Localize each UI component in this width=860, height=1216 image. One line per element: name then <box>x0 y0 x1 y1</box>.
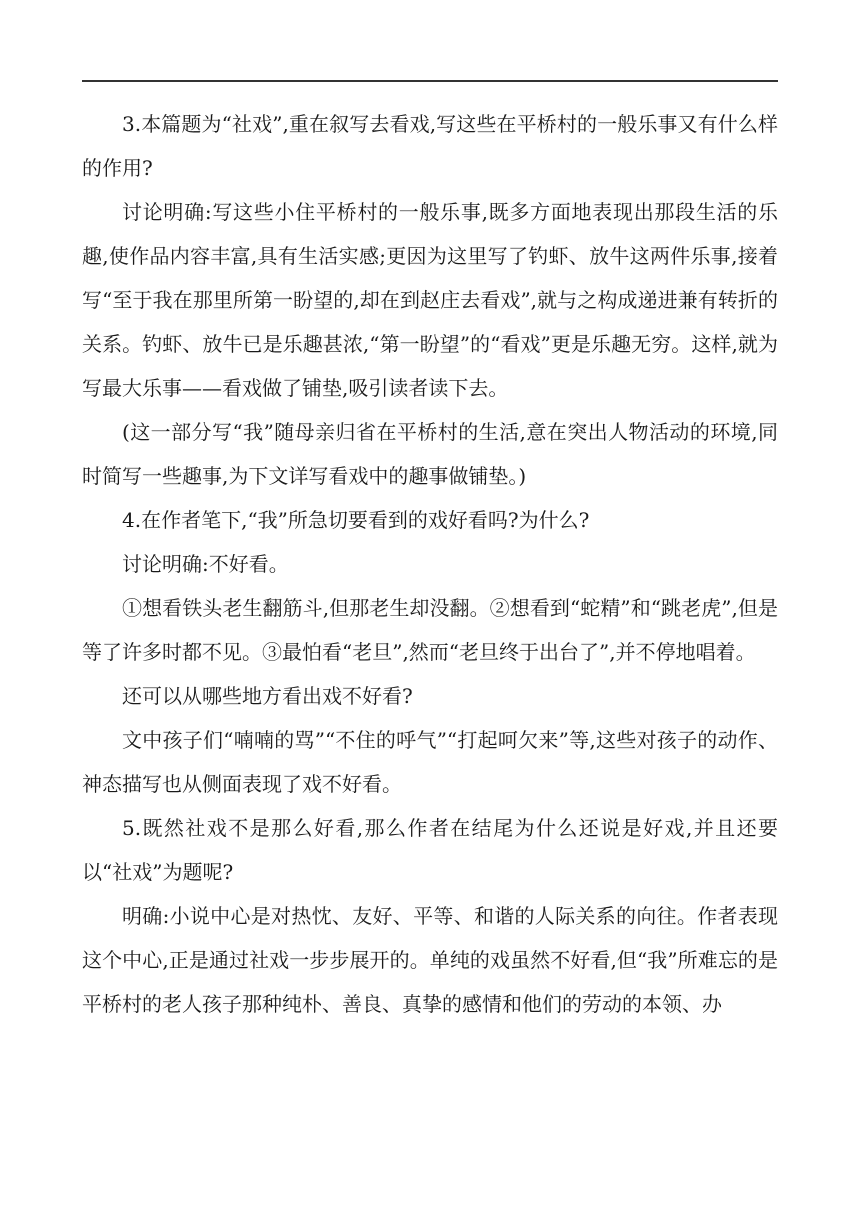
follow-up-answer: 文中孩子们“喃喃的骂”“不住的呼气”“打起呵欠来”等,这些对孩子的动作、神态描写也从侧面表现了戏不好看。 <box>82 728 778 796</box>
answer-3: 讨论明确:写这些小住平桥村的一般乐事,既多方面地表现出那段生活的乐趣,使作品内容丰富,具有生活实感;更因为这里写了钓虾、放牛这两件乐事,接着写“至于我在那里所第一盼望的,却在到赵庄去看戏”,就与之构成递进兼有转折的关系。钓虾、放牛已是乐趣甚浓,“第一盼望”的“看戏”更是乐趣无穷。这样,就为写最大乐事——看戏做了铺垫,吸引读者读下去。 <box>82 200 778 400</box>
question-3: 3.本篇题为“社戏”,重在叙写去看戏,写这些在平桥村的一般乐事又有什么样的作用? <box>82 112 778 180</box>
follow-up-question: 还可以从哪些地方看出戏不好看? <box>122 684 413 708</box>
header-rule <box>82 80 778 82</box>
question-5: 5.既然社戏不是那么好看,那么作者在结尾为什么还说是好戏,并且还要以“社戏”为题呢? <box>82 816 778 884</box>
answer-5: 明确:小说中心是对热忱、友好、平等、和谐的人际关系的向往。作者表现这个中心,正是通过社戏一步步展开的。单纯的戏虽然不好看,但“我”所难忘的是平桥村的老人孩子那种纯朴、善良、真挚的感情和他们的劳动的本领、办 <box>82 904 778 1016</box>
answer-4-details: ①想看铁头老生翻筋斗,但那老生却没翻。②想看到“蛇精”和“跳老虎”,但是等了许多时都不见。③最怕看“老旦”,然而“老旦终于出台了”,并不停地唱着。 <box>82 596 778 664</box>
answer-4: 讨论明确:不好看。 <box>122 552 289 576</box>
question-4: 4.在作者笔下,“我”所急切要看到的戏好看吗?为什么? <box>122 508 590 532</box>
note-paragraph: (这一部分写“我”随母亲归省在平桥村的生活,意在突出人物活动的环境,同时简写一些趣事,为下文详写看戏中的趣事做铺垫。) <box>82 420 778 488</box>
document-body <box>82 102 778 1026</box>
